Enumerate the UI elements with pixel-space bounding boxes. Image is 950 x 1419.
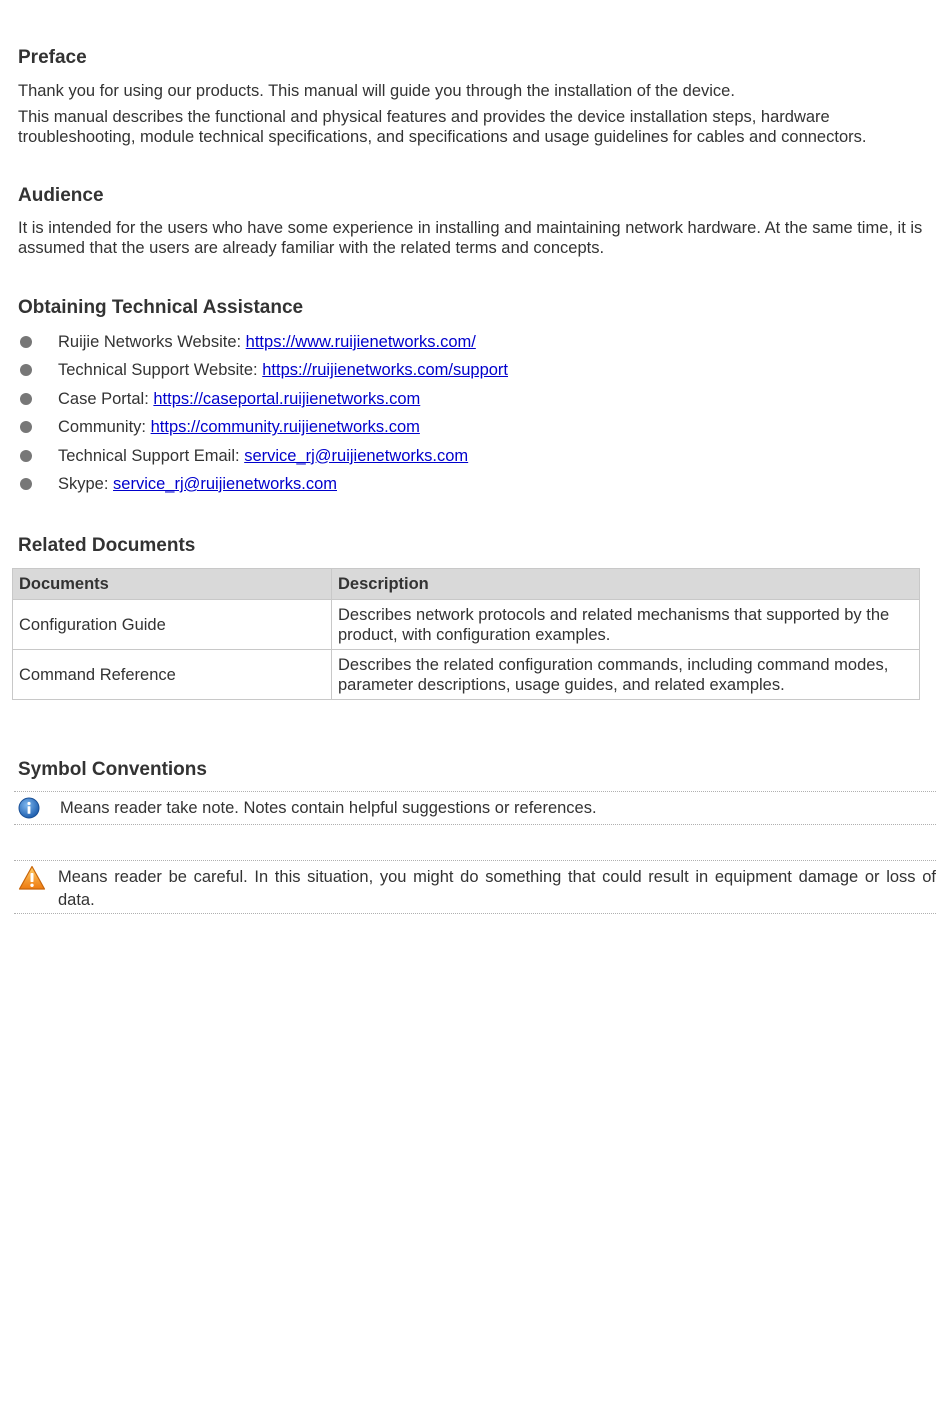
website-link[interactable]: https://www.ruijienetworks.com/ (245, 333, 476, 351)
case-portal-link[interactable]: https://caseportal.ruijienetworks.com (153, 389, 421, 408)
table-header-row (13, 569, 920, 600)
preface-description: This manual describes the functional and physical features and provides the device installation steps, hardware troubleshooting, module technical specifications, and specifications and usage guidelines for cables and connectors. (18, 108, 867, 146)
bullet-icon (20, 393, 32, 405)
note-text: Means reader take note. Notes contain helpful suggestions or references. (60, 799, 597, 817)
info-icon (18, 797, 40, 824)
document-description: Describes network protocols and related mechanisms that supported by the product, with configuration examples. (332, 600, 920, 650)
assistance-list (18, 330, 508, 500)
audience-description: It is intended for the users who have some experience in installing and maintaining network hardware. At the same time, it is assumed that the users are already familiar with the related terms and concepts. (18, 219, 923, 257)
warning-icon (18, 865, 46, 896)
document-name: Command Reference (13, 650, 332, 700)
caution-convention (14, 860, 936, 914)
preface-heading: Preface (18, 47, 87, 68)
preface-intro: Thank you for using our products. This manual will guide you through the installation of the device. (18, 82, 735, 100)
assistance-heading: Obtaining Technical Assistance (18, 297, 304, 318)
document-description: Describes the related configuration commands, including command modes, parameter descriptions, usage guides, and related examples. (332, 650, 920, 700)
bullet-icon (20, 421, 32, 433)
item-label: Technical Support Website: (58, 361, 263, 380)
table-row (13, 600, 920, 650)
table-row (13, 650, 920, 700)
list-item (18, 358, 508, 386)
column-header: Description (332, 569, 920, 600)
related-documents-heading: Related Documents (18, 535, 196, 556)
list-item (18, 387, 508, 415)
caution-text: Means reader be careful. In this situation, you might do something that could result in equipment damage or loss of data. (58, 868, 936, 909)
support-website-link[interactable]: https://ruijienetworks.com/support (262, 361, 509, 380)
bullet-icon (20, 364, 32, 376)
item-label: Technical Support Email: (58, 446, 245, 465)
item-label: Skype: (58, 474, 114, 493)
column-header: Documents (13, 569, 332, 600)
document-name: Configuration Guide (13, 600, 332, 650)
item-label: Case Portal: (58, 389, 154, 408)
note-convention (14, 791, 936, 825)
bullet-icon (20, 336, 32, 348)
item-label: Community: (58, 418, 151, 437)
skype-link[interactable]: service_rj@ruijienetworks.com (113, 474, 338, 493)
list-item (18, 444, 508, 472)
support-email-link[interactable]: service_rj@ruijienetworks.com (244, 446, 469, 465)
symbol-conventions-heading: Symbol Conventions (18, 759, 207, 780)
item-label: Ruijie Networks Website: (58, 333, 246, 351)
bullet-icon (20, 450, 32, 462)
community-link[interactable]: https://community.ruijienetworks.com (150, 418, 420, 437)
list-item (18, 415, 508, 443)
list-item (18, 472, 508, 500)
list-item (18, 330, 508, 358)
bullet-icon (20, 478, 32, 490)
related-documents-table (12, 568, 920, 700)
audience-heading: Audience (18, 185, 104, 206)
